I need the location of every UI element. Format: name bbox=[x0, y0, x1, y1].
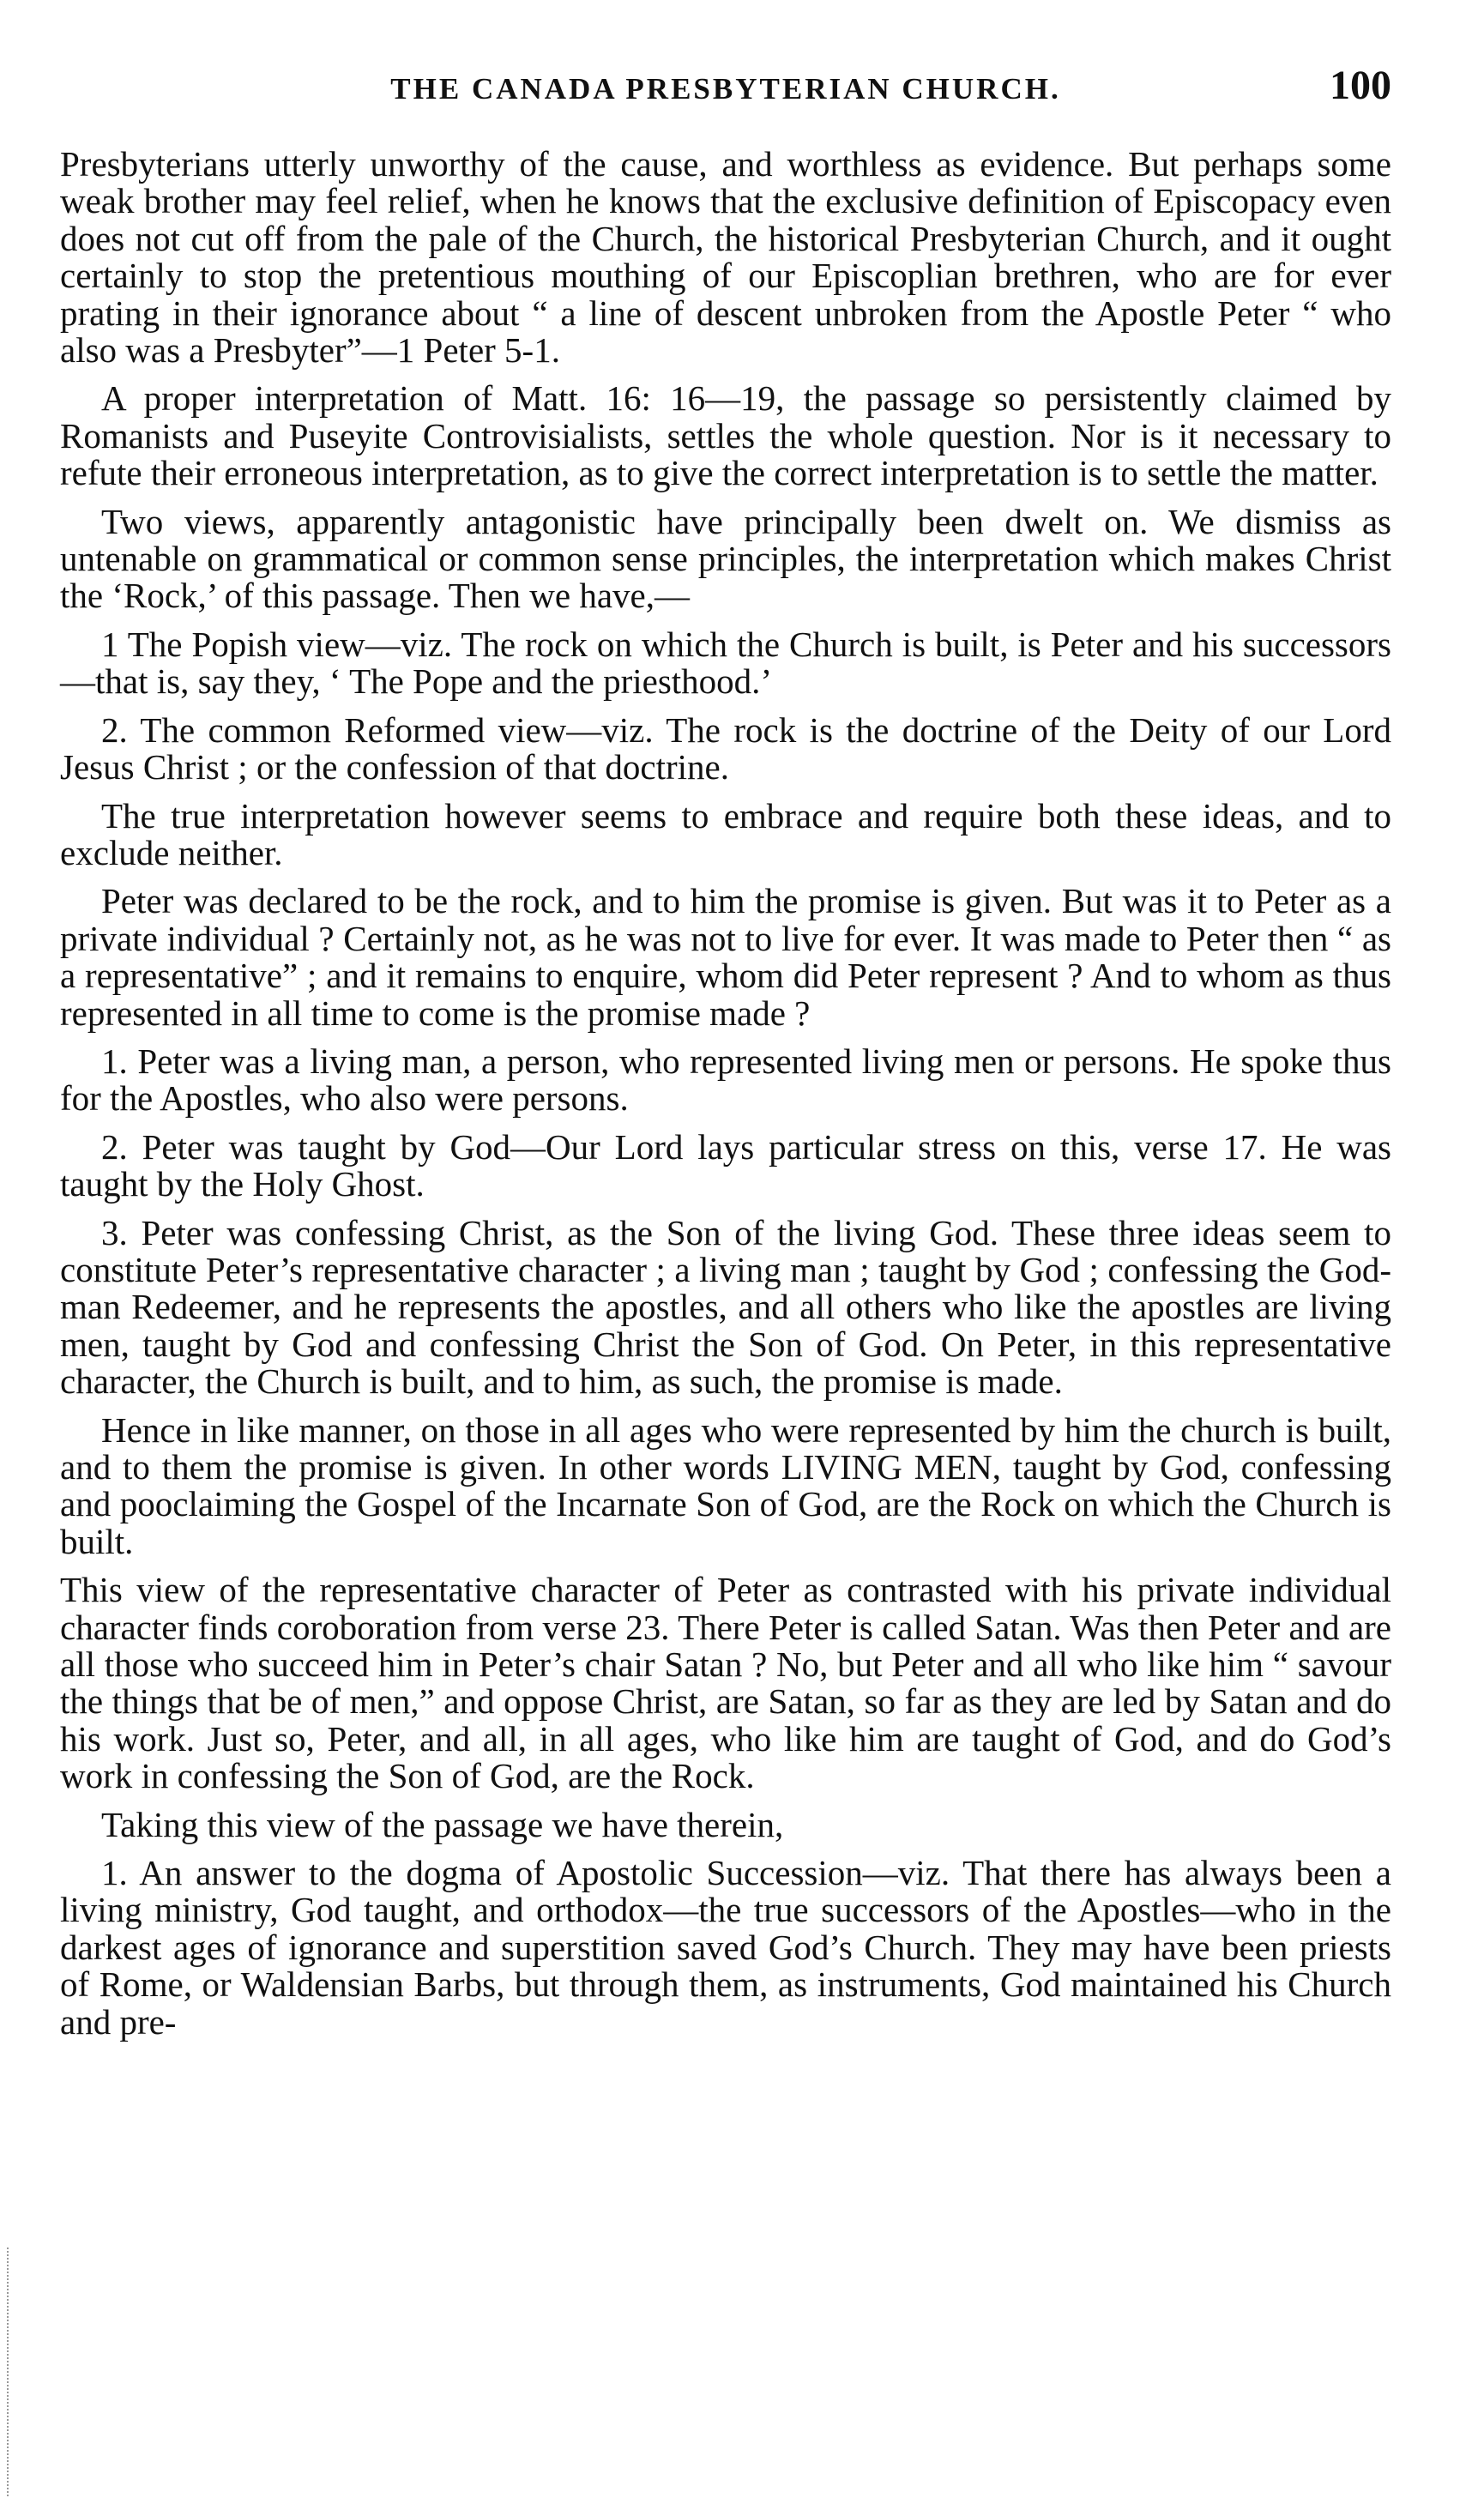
paragraph: 1. An answer to the dogma of Apostolic Succession—viz. That there has always been a living ministry, God taught, and orthodox—the true successors of the Apostles—who in the darkest ages of ignorance and superstition saved God’s Church. They may have been priests of Rome, or Waldensian Barbs, but through them, as instruments, God maintained his Church and pre- bbox=[60, 1853, 1391, 2042]
paragraph: Taking this view of the passage we have therein, bbox=[101, 1804, 784, 1844]
paragraph: 3. Peter was confessing Christ, as the Son of the living God. These three ideas seem to constitute Peter’s representative character ; a living man ; taught by God ; confessing the God-man Redeemer, and he represents the apostles, and all others who like the apostles are living men, taught by God and confessing Christ the Son of God. On Peter, in this representative character, the Church is built, and to him, as such, the promise is made. bbox=[60, 1212, 1391, 1402]
paragraph: A proper interpretation of Matt. 16: 16—19, the passage so persistently claimed by Romanists and Puseyite Controvisialists, settles the whole question. Nor is it necessary to refute their erroneous interpretation, as to give the correct interpretation is to settle the matter. bbox=[60, 378, 1391, 493]
page-header bbox=[60, 62, 1391, 122]
running-head: THE CANADA PRESBYTERIAN CHURCH. bbox=[390, 72, 1061, 106]
body-text bbox=[60, 146, 1391, 2052]
scan-edge-artifact bbox=[7, 2248, 12, 2496]
paragraph: 1 The Popish view—viz. The rock on which the Church is built, is Peter and his successors—that is, say they, ‘ The Pope and the priesthood.’ bbox=[60, 624, 1391, 702]
paragraph: 2. Peter was taught by God—Our Lord lays particular stress on this, verse 17. He was taught by the Holy Ghost. bbox=[60, 1126, 1391, 1204]
paragraph: Hence in like manner, on those in all ages who were represented by him the church is built, and to them the promise is given. In other words LIVING MEN, taught by God, confessing and pooclaiming the Gospel of the Incarnate Son of God, are the Rock on which the Church is built. bbox=[60, 1409, 1391, 1561]
paragraph: This view of the representative character of Peter as contrasted with his private individual character finds coroboration from verse 23. There Peter is called Satan. Was then Peter and are all those who succeed him in Peter’s chair Satan ? No, but Peter and all who like him “ savour the things that be of men,” and oppose Christ, are Satan, so far as they are led by Satan and do his work. Just so, Peter, and all, in all ages, who like him are taught of God, and do God’s work in confessing the Son of God, are the Rock. bbox=[60, 1570, 1391, 1796]
paragraph: 1. Peter was a living man, a person, who represented living men or persons. He spoke thus for the Apostles, who also were persons. bbox=[60, 1041, 1391, 1119]
paragraph: Peter was declared to be the rock, and to him the promise is given. But was it to Peter as a private individual ? Certainly not, as he was not to live for ever. It was made to Peter then “ as a representative” ; and it remains to enquire, whom did Peter represent ? And to whom as thus represented in all time to come is the promise made ? bbox=[60, 881, 1391, 1033]
page-number: 100 bbox=[1330, 63, 1391, 108]
paragraph: The true interpretation however seems to embrace and require both these ideas, and to exclude neither. bbox=[60, 795, 1391, 872]
paragraph: Two views, apparently antagonistic have principally been dwelt on. We dismiss as untenable on grammatical or common sense principles, the interpretation which makes Christ the ‘Rock,’ of this passage. Then we have,— bbox=[60, 501, 1391, 616]
paragraph: 2. The common Reformed view—viz. The rock is the doctrine of the Deity of our Lord Jesus Christ ; or the confession of that doctrine. bbox=[60, 709, 1391, 787]
paragraph: Presbyterians utterly unworthy of the cause, and worthless as evidence. But perhaps some weak brother may feel relief, when he knows that the exclusive definition of Episcopacy even does not cut off from the pale of the Church, the historical Presbyterian Church, and it ought certainly to stop the pretentious mouthing of our Episcoplian brethren, who are for ever prating in their ignorance about “ a line of descent unbroken from the Apostle Peter “ who also was a Presbyter”—1 Peter 5-1. bbox=[60, 144, 1391, 371]
